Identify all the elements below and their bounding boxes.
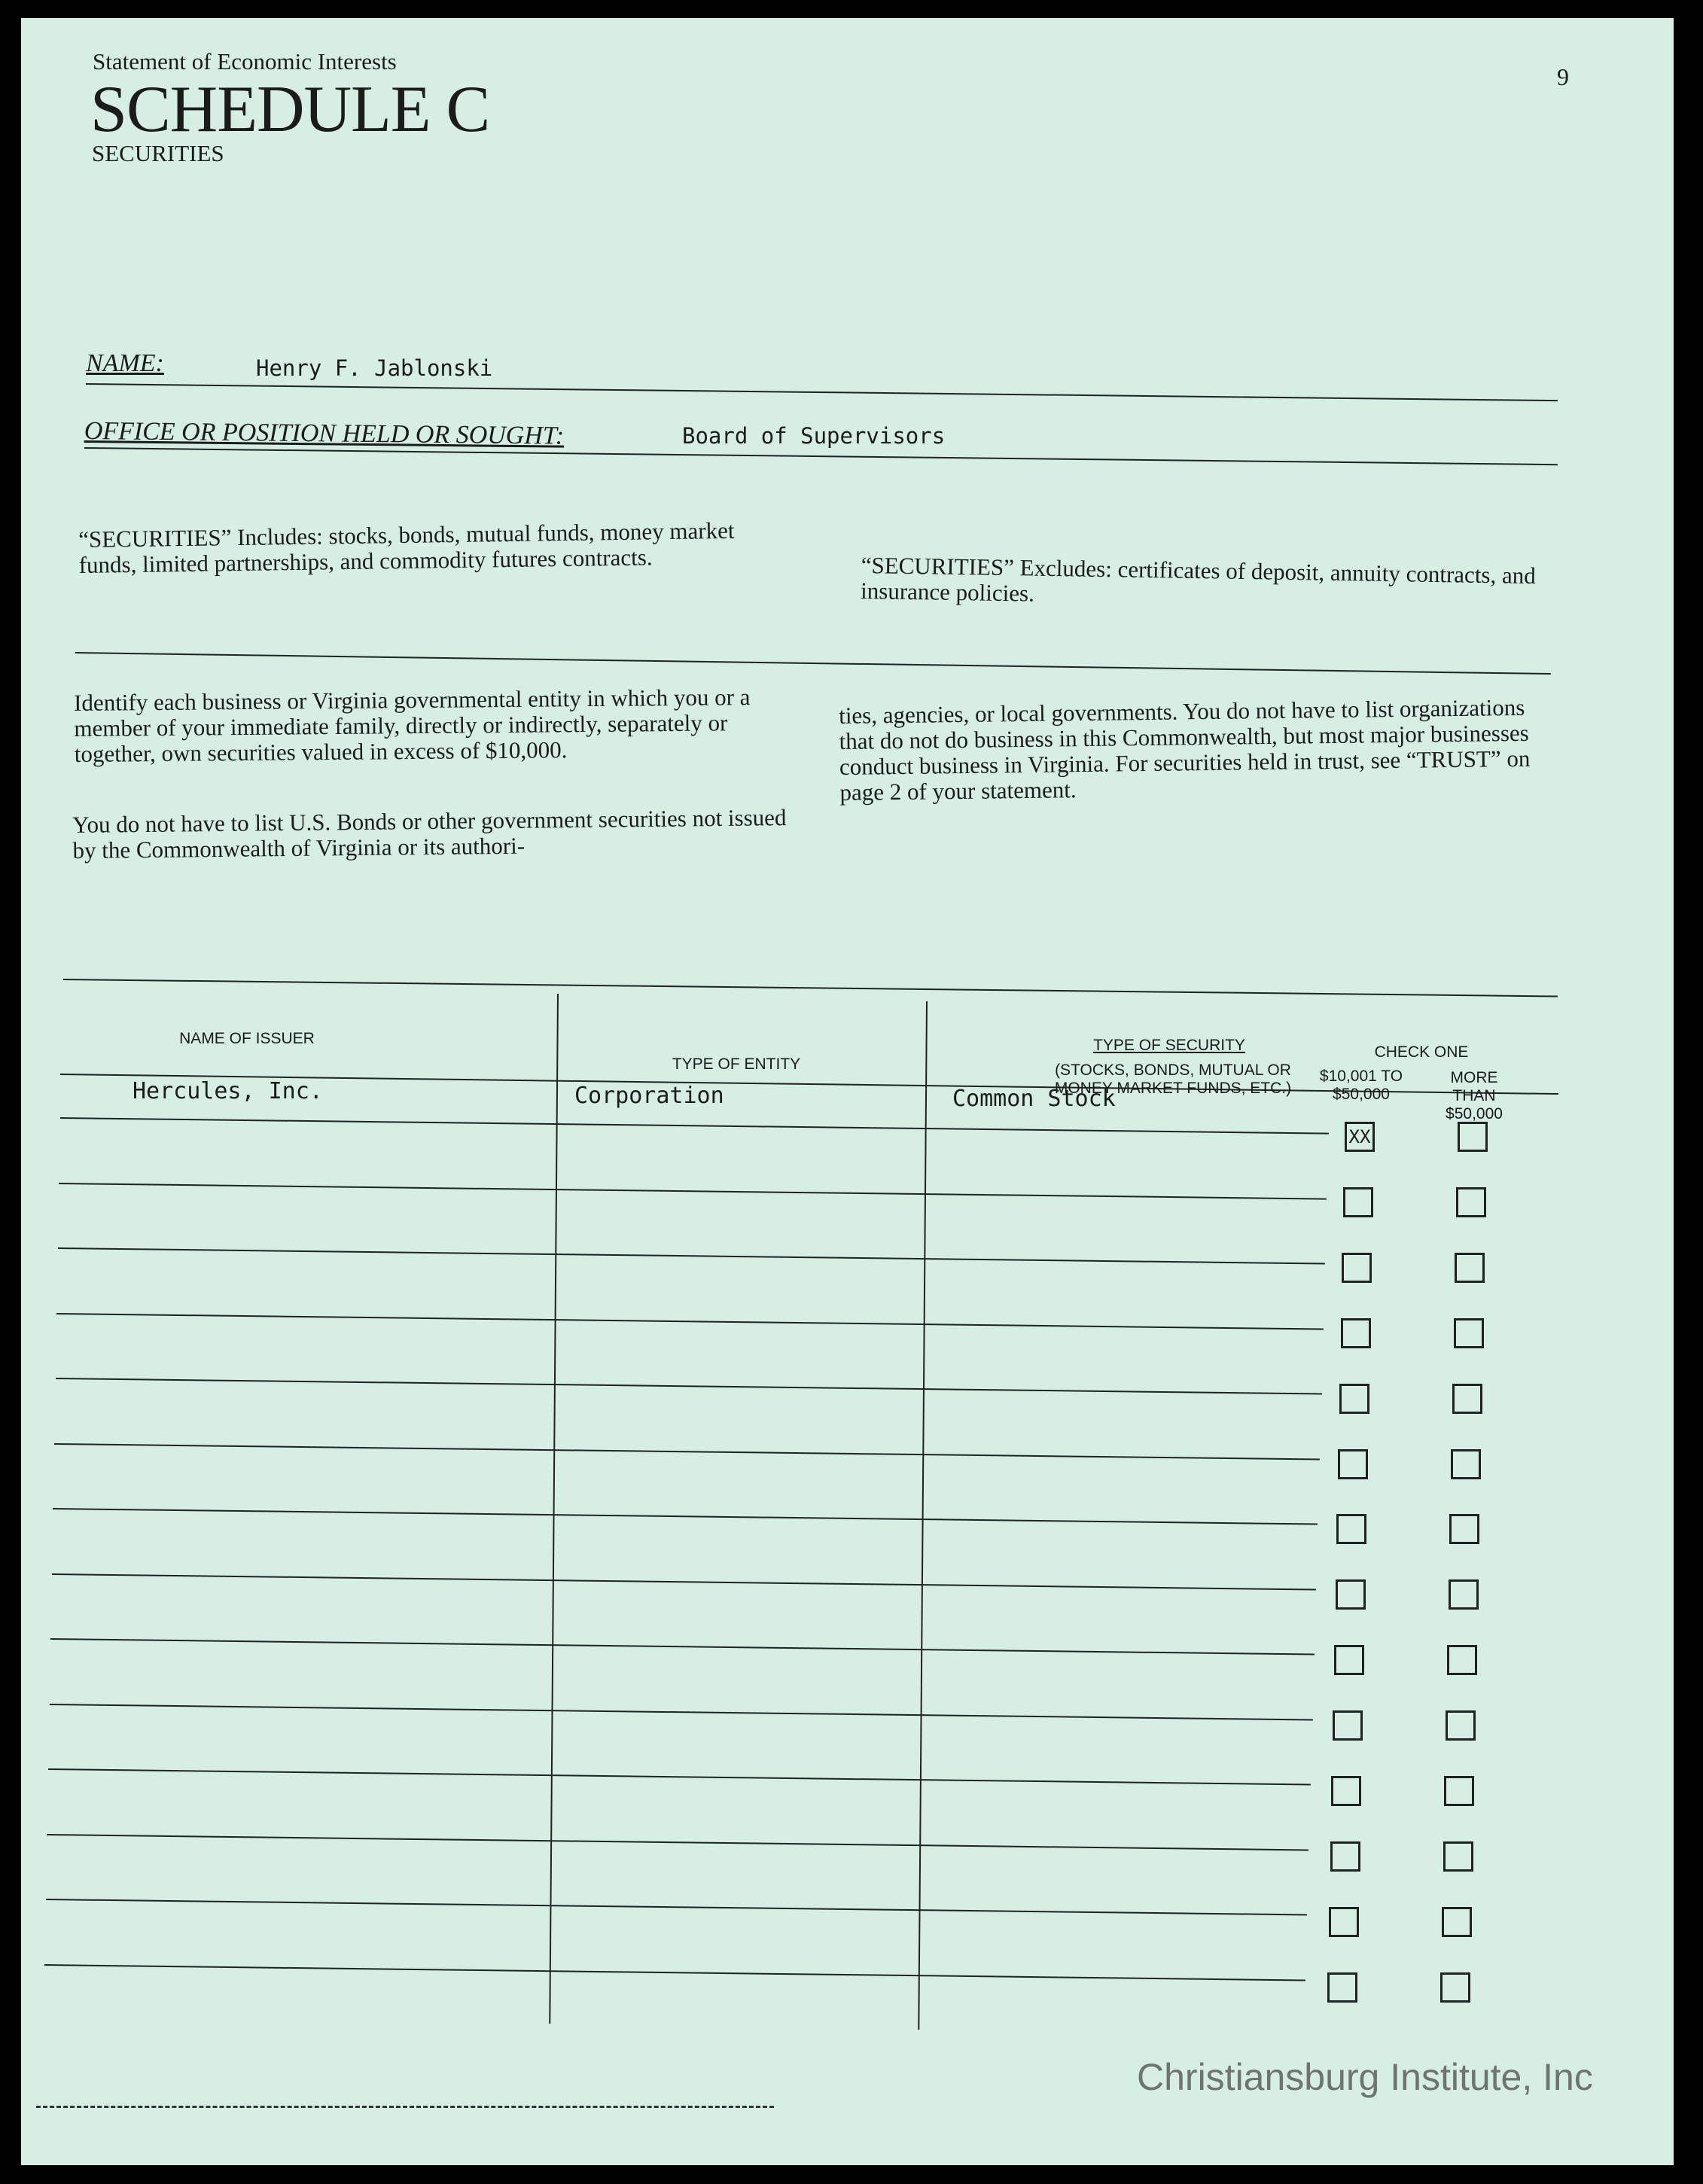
bottom-dashed-rule xyxy=(36,2106,774,2108)
checkbox-range1[interactable] xyxy=(1339,1384,1369,1414)
checkbox-range2[interactable] xyxy=(1442,1907,1472,1937)
checkbox-range1[interactable] xyxy=(1343,1187,1373,1217)
checkbox-range2[interactable] xyxy=(1452,1384,1482,1414)
col-header-entity: TYPE OF ENTITY xyxy=(672,1055,801,1073)
checkbox-range2[interactable] xyxy=(1446,1710,1476,1741)
table-row-rule xyxy=(58,1247,1325,1265)
table-row-rule xyxy=(46,1899,1307,1915)
table-row-rule xyxy=(59,1183,1327,1200)
checkbox-range1[interactable] xyxy=(1341,1318,1371,1348)
checkbox-range2[interactable] xyxy=(1455,1253,1485,1283)
checkbox-range1[interactable] xyxy=(1333,1710,1363,1741)
document-page xyxy=(21,18,1674,2165)
office-label: OFFICE OR POSITION HELD OR SOUGHT: xyxy=(84,417,565,450)
table-row-rule xyxy=(53,1508,1318,1525)
checkbox-range2[interactable] xyxy=(1456,1187,1486,1217)
security-cell[interactable]: Common Stock xyxy=(952,1086,1116,1112)
checkbox-range2[interactable] xyxy=(1449,1579,1479,1610)
checkbox-range2[interactable] xyxy=(1443,1841,1473,1872)
watermark: Christiansburg Institute, Inc xyxy=(1137,2056,1593,2098)
checkbox-range2[interactable] xyxy=(1454,1318,1484,1348)
checkbox-range1[interactable] xyxy=(1336,1579,1366,1610)
checkbox-range1[interactable] xyxy=(1331,1776,1361,1806)
checkbox-range2[interactable] xyxy=(1451,1449,1481,1479)
table-row-rule xyxy=(50,1638,1314,1656)
col-header-security-sub: (STOCKS, BONDS, MUTUAL OR MONEY MARKET FUNDS, ETC.) xyxy=(1054,1062,1292,1097)
table-row-rule xyxy=(47,1834,1308,1850)
office-value: Board of Supervisors xyxy=(682,423,946,449)
table-row-rule xyxy=(50,1704,1313,1720)
form-supertitle: Statement of Economic Interests xyxy=(93,48,397,75)
checkbox-range2[interactable] xyxy=(1447,1645,1477,1675)
office-underline xyxy=(84,447,1558,465)
col-header-security-title: TYPE OF SECURITY xyxy=(1093,1037,1245,1054)
page-number: 9 xyxy=(1557,63,1569,90)
table-top-rule xyxy=(63,979,1558,998)
instructions-col1-p1: Identify each business or Virginia governmental entity in which you or a member of your immediate family, directly or indirectly, separately or together, own securities valued in excess of $10,000. xyxy=(73,684,751,767)
col-header-check-one: CHECK ONE xyxy=(1374,1043,1469,1061)
checkbox-range1[interactable] xyxy=(1338,1449,1368,1479)
table-row-rule xyxy=(54,1443,1320,1461)
instructions-col1-p2: You do not have to list U.S. Bonds or other government securities not issued by the Commonwealth of Virginia or its authori- xyxy=(72,804,787,864)
name-underline xyxy=(86,383,1558,401)
column-divider-1 xyxy=(549,994,559,2024)
entity-cell[interactable]: Corporation xyxy=(574,1083,724,1109)
checkbox-range1[interactable] xyxy=(1342,1253,1372,1283)
securities-includes: “SECURITIES” Includes: stocks, bonds, mutual funds, money market funds, limited partnerships, and commodity futures contracts. xyxy=(78,516,735,578)
col-header-issuer: NAME OF ISSUER xyxy=(179,1030,315,1047)
checkbox-range1[interactable] xyxy=(1334,1645,1364,1675)
checkbox-range1[interactable] xyxy=(1336,1514,1366,1544)
page-title: SCHEDULE C xyxy=(90,73,490,146)
column-divider-2 xyxy=(918,1001,928,2030)
checkbox-range2[interactable] xyxy=(1458,1122,1488,1152)
table-row-rule xyxy=(60,1117,1329,1135)
checkbox-range1[interactable]: XX xyxy=(1345,1122,1375,1152)
table-row-rule xyxy=(56,1378,1322,1395)
checkbox-range1[interactable] xyxy=(1327,1972,1357,2003)
col-header-range2: MORE THAN $50,000 xyxy=(1446,1069,1503,1122)
name-label: NAME: xyxy=(86,349,164,377)
checkbox-range2[interactable] xyxy=(1444,1776,1474,1806)
securities-excludes: “SECURITIES” Excludes: certificates of deposit, annuity contracts, and insurance policies. xyxy=(860,552,1537,607)
definitions-divider xyxy=(75,652,1551,675)
instructions-col2: ties, agencies, or local governments. You do not have to list organizations that do not do business in this Commonwealth, but most major businesses conduct business in Virginia. For securities held in trust, see “TRUST” on page 2 of your statement. xyxy=(838,693,1531,806)
table-row-rule xyxy=(44,1964,1305,1981)
table-row-rule xyxy=(56,1313,1323,1330)
table-row-rule xyxy=(52,1573,1316,1591)
checkbox-range1[interactable] xyxy=(1330,1841,1360,1872)
name-value: Henry F. Jablonski xyxy=(256,355,493,381)
col-header-range1: $10,001 TO $50,000 xyxy=(1319,1068,1403,1103)
page-subtitle: SECURITIES xyxy=(92,140,224,166)
checkbox-range1[interactable] xyxy=(1329,1907,1359,1937)
issuer-cell[interactable]: Hercules, Inc. xyxy=(133,1078,323,1104)
checkbox-range2[interactable] xyxy=(1440,1972,1470,2003)
table-row-rule xyxy=(48,1768,1311,1785)
checkbox-range2[interactable] xyxy=(1449,1514,1479,1544)
